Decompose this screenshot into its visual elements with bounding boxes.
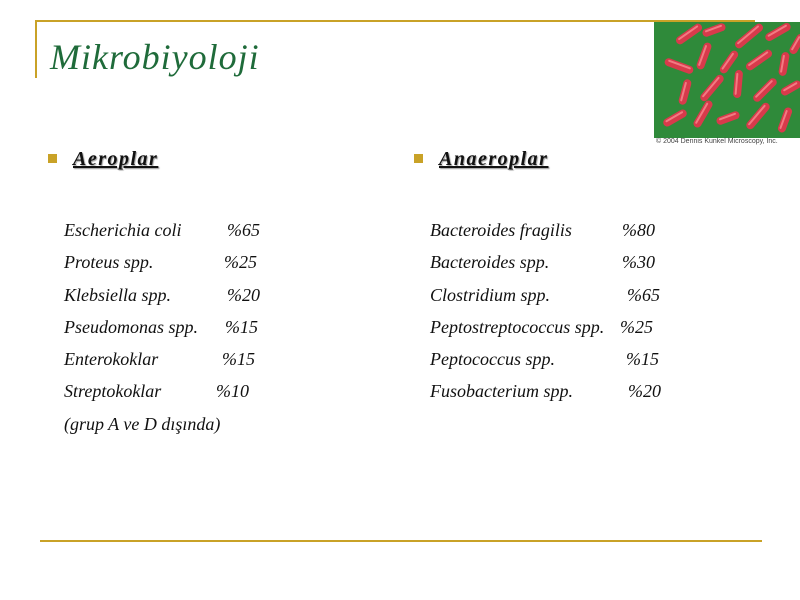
list-item — [430, 220, 790, 252]
organism-name: Clostridium spp. — [430, 284, 551, 305]
organism-percent: %25 — [224, 252, 257, 273]
organism-percent: %20 — [227, 284, 260, 305]
organism-percent: %80 — [622, 220, 655, 240]
organism-name: Peptococcus spp. — [430, 349, 555, 370]
anaerobes-column — [414, 148, 661, 402]
organism-name: Escherichia coli — [64, 220, 182, 240]
list-item — [430, 349, 790, 381]
list-item — [64, 285, 424, 317]
organism-name: Enterokoklar — [64, 349, 159, 370]
anaerobes-heading — [414, 148, 548, 171]
left-rule — [35, 20, 37, 78]
organism-percent: %25 — [620, 316, 653, 337]
aerobes-list — [64, 220, 424, 446]
organism-percent: %20 — [628, 381, 661, 402]
bottom-rule — [40, 540, 762, 542]
organism-percent: %15 — [225, 316, 258, 337]
bacteria-image — [654, 22, 800, 150]
list-item — [64, 317, 424, 349]
organism-name: (grup A ve D dışında) — [64, 413, 221, 434]
square-bullet-icon — [48, 154, 57, 163]
aerobes-heading — [48, 148, 158, 171]
top-rule — [35, 20, 755, 22]
list-item — [64, 349, 424, 381]
organism-name: Pseudomonas spp. — [64, 316, 198, 337]
organism-name: Proteus spp. — [64, 252, 154, 273]
list-item — [430, 252, 790, 284]
photo-caption: © 2004 Dennis Kunkel Microscopy, Inc. — [656, 138, 778, 145]
organism-name: Fusobacterium spp. — [430, 381, 573, 402]
organism-name: Bacteroides fragilis — [430, 220, 572, 240]
organism-percent: %15 — [626, 349, 659, 370]
list-item — [430, 381, 790, 413]
organism-percent: %65 — [627, 284, 660, 305]
list-item — [64, 252, 424, 284]
list-item — [430, 285, 790, 317]
organism-name: Bacteroides spp. — [430, 252, 550, 273]
organism-name: Peptostreptococcus spp. — [430, 316, 605, 337]
list-item — [430, 317, 790, 349]
organism-name: Klebsiella spp. — [64, 284, 171, 305]
list-item — [64, 220, 424, 252]
square-bullet-icon — [414, 154, 423, 163]
aerobes-column — [48, 148, 260, 434]
list-item — [64, 414, 424, 446]
organism-percent: %30 — [622, 252, 655, 273]
aerobes-heading-text: Aeroplar — [73, 148, 159, 170]
organism-percent: %15 — [222, 349, 255, 370]
anaerobes-heading-text: Anaeroplar — [439, 148, 549, 170]
organism-percent: %10 — [216, 381, 249, 402]
slide-title: Mikrobiyoloji — [50, 37, 260, 77]
list-item — [64, 381, 424, 413]
anaerobes-list — [430, 220, 790, 414]
organism-percent: %65 — [227, 220, 260, 240]
organism-name: Streptokoklar — [64, 381, 162, 402]
